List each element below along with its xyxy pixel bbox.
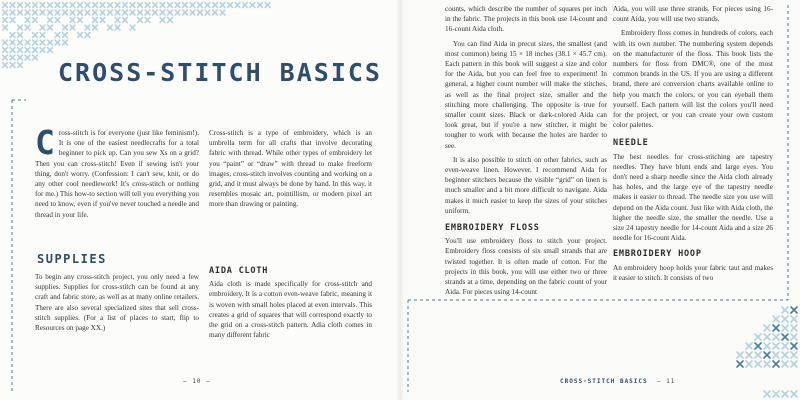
stitch-x [48,3,53,8]
needle-heading: NEEDLE [613,138,649,149]
stitch-x [78,18,83,23]
stitch-x [18,33,23,38]
stitch-x [10,18,15,23]
stitch-x [70,25,75,30]
stitch-x [33,40,38,45]
hoop-heading: EMBROIDERY HOOP [613,249,702,260]
stitch-x [18,63,23,68]
stitch-x [168,10,173,15]
stitch-x [213,3,218,8]
stitch-x [18,40,23,45]
stitch-x [63,25,68,30]
stitch-x [25,18,30,23]
stitch-x [175,10,180,15]
stitch-x [25,10,30,15]
supplies-text [35,272,199,337]
stitch-x [168,18,173,23]
stitch-x [100,18,105,23]
stitch-x [160,10,165,15]
stitch-x [3,25,8,30]
stitch-x [10,48,15,53]
other-fabrics-paragraph: It is also possible to stitch on other fabrics, such as even-weave linen. However, I recommend Aida for beginner stitchers because the visible “grid” on linen is much smaller and a bit more difficult to navigate. Aida makes it much easier to keep the sizes of your stitches uniform. [445,155,607,215]
stitch-x [265,3,270,8]
stitch-x [93,25,98,30]
stitch-x [205,3,210,8]
stitch-x [160,3,165,8]
stitch-x [138,10,143,15]
stitch-x [63,40,68,45]
intro-column-2 [209,128,372,210]
stitch-x [10,3,15,8]
stitch-x [115,3,120,8]
stitch-x [40,3,45,8]
supplies-paragraph: To begin any cross-stitch project, you only need a few supplies. Supplies for cross-stitch can be found at any craft and fabric store, as well as at many online retailers. There are also several specialized sites that sell cross-stitch supplies. (For a list of places to start, flip to Resources on page XX.) [35,273,199,333]
stitch-x [70,10,75,15]
stitch-x [25,25,30,30]
stitch-x [746,352,752,358]
stitch-x [773,325,779,331]
stitch-x [33,10,38,15]
stitch-x [782,352,788,358]
stitch-x [145,18,150,23]
stitch-x [755,352,761,358]
stitch-x [243,3,248,8]
stitch-x [33,33,38,38]
stitch-x [85,10,90,15]
stitch-x [33,48,38,53]
stitch-x [85,33,90,38]
stitch-x [40,25,45,30]
stitch-x [737,352,743,358]
stitch-x [773,334,779,340]
stitch-x [228,3,233,8]
stitch-x [63,10,68,15]
book-gutter [396,0,404,400]
aida-heading: AIDA CLOTH [209,266,269,276]
stitch-x [55,18,60,23]
stitch-x [10,55,15,60]
stitch-x [755,361,761,367]
stitch-x [115,10,120,15]
stitch-x [100,3,105,8]
stitch-x [175,3,180,8]
stitch-x [153,3,158,8]
hoop-paragraph: An embroidery hoop holds your fabric taut and makes it easier to stitch. It consists of two [613,263,773,282]
stitch-x [220,10,225,15]
aida-section [209,262,372,344]
stitch-x [791,343,797,349]
stitch-x [782,391,788,397]
stitch-x [48,18,53,23]
stitch-x [213,10,218,15]
stitch-x [10,40,15,45]
stitch-x [746,361,752,367]
stitch-x [123,10,128,15]
drop-cap: C [35,123,55,162]
stitch-x [737,361,743,367]
stitch-x [108,10,113,15]
stitch-x [183,3,188,8]
stitch-x [25,3,30,8]
stitch-x [18,55,23,60]
stitch-x [3,3,8,8]
stitch-x [33,55,38,60]
stitch-x [764,391,770,397]
stitch-x [123,18,128,23]
page-number-right [560,378,675,385]
stitch-x [10,33,15,38]
stitch-x [40,33,45,38]
stitch-x [93,10,98,15]
stitch-x [235,3,240,8]
stitch-x [791,334,797,340]
stitch-x [108,3,113,8]
stitch-x [48,40,53,45]
stitch-x [40,48,45,53]
stitch-x [3,40,8,45]
stitch-x [3,18,8,23]
stitch-x [10,10,15,15]
stitch-x [18,25,23,30]
stitch-x [773,316,779,322]
stitch-x [33,18,38,23]
stitch-x [782,361,788,367]
intro-text-2: Cross-stitch is a type of embroidery, which is an umbrella term for all crafts that involve decorating fabric with thread. While other types of embroidery let you “paint” or “draw” with thread to make freeform images, cross-stitch involves counting and working on a grid, and it must always be done by hand. In this way, it resembles mosaic art, pointillism, or modern pixel art more than drawing or painting. [209,129,372,209]
stitch-x [764,343,770,349]
stitch-x [198,3,203,8]
floss-heading: EMBROIDERY FLOSS [445,223,540,234]
stitch-x [78,3,83,8]
stitch-x [40,40,45,45]
supplies-heading: SUPPLIES [37,252,107,266]
stitch-x [183,10,188,15]
stitch-x [138,18,143,23]
stitch-x [190,3,195,8]
stitch-x [25,40,30,45]
page-number: — 11 [656,378,676,385]
stitch-x [145,3,150,8]
stitch-x [791,307,797,313]
aida-sizes-paragraph: You can find Aida in precut sizes, the smallest (and most common) being 15 × 18 inches (38.1 × 45.7 cm). Each pattern in this book will suggest a size and color for the Aida, but you can feel free to experiment! In general, a higher count number will make the stitches, as well as the final project size, smaller and the stitching more challenging. The opposite is true for smaller count sizes. Black or dark-colored Aida can look great, but if you're a new stitcher, it might be tougher to work with because the holes are harder to see. [445,39,607,150]
stitch-x [746,343,752,349]
stitch-x [25,55,30,60]
stitch-x [3,55,8,60]
stitch-x [78,10,83,15]
stitch-x [782,343,788,349]
stitch-x [123,3,128,8]
stitch-x [791,391,797,397]
floss-continued-paragraph: Aida, you will use three strands. For pieces using 16-count Aida, you will use two strands. [613,5,773,24]
stitch-x [145,10,150,15]
stitch-x [78,33,83,38]
stitch-x [93,3,98,8]
floss-paragraph: You'll use embroidery floss to stitch your project. Embroidery floss consists of six small strands that are twisted together. It is often made of cotton. For the projects in this book, you will use either two or three strands at a time, depending on the fabric count of your Aida. For pieces using 14-count [445,237,607,297]
stitch-x [40,10,45,15]
stitch-x [220,3,225,8]
stitch-x [108,25,113,30]
stitch-x [250,3,255,8]
intro-text-1: ross-stitch is for everyone (just like feminism!). It is one of the easiest needlecrafts for a total beginner to pick up. Can you sew Xs on a grid? Then you can cross-stitch! Even if sewing isn't your thing, don't worry. (Confession: I can't sew, knit, or do any other cool needlework! It's cross-stitch or nothing for me.) This how-to section will tell you everything you need to know, even if you've never touched a needle and thread in your life. [35,129,199,219]
floss-colors-paragraph: Embroidery floss comes in hundreds of colors, each with its own number. The numbering system depends on the manufacturer of the floss. This book lists the numbers for floss from DMC®, one of the most common brands in the US. If you are using a different brand, there are conversion charts available online to help you match the colors, or you can eyeball them yourself. Each pattern will list the colors you'll need for the project, or you can create your own custom color palettes. [613,29,773,130]
stitch-x [782,316,788,322]
stitch-x [63,3,68,8]
stitch-x [85,3,90,8]
stitch-x [33,3,38,8]
stitch-x [85,25,90,30]
stitch-x [10,63,15,68]
stitch-x [18,3,23,8]
stitch-x [55,10,60,15]
stitch-x [63,33,68,38]
stitch-x [130,3,135,8]
stitch-x [55,33,60,38]
stitch-x [764,352,770,358]
stitch-x [764,361,770,367]
stitch-x [130,25,135,30]
stitch-x [190,10,195,15]
aida-continued-paragraph: counts, which describe the number of squares per inch in the fabric. The projects in this book use 14-count and 16-count Aida cloth. [445,5,607,34]
stitch-x [791,352,797,358]
stitch-x [782,334,788,340]
stitch-x [791,361,797,367]
stitch-x [205,10,210,15]
stitch-x [773,391,779,397]
stitch-x [755,334,761,340]
stitch-x [773,343,779,349]
stitch-x [3,48,8,53]
stitch-x [755,343,761,349]
intro-column-1 [35,123,199,220]
stitch-x [55,40,60,45]
stitch-x [153,10,158,15]
stitch-x [782,307,788,313]
stitch-x [48,10,53,15]
stitch-x [25,48,30,53]
stitch-x [130,10,135,15]
stitch-x [115,18,120,23]
stitch-x [18,48,23,53]
stitch-x [48,25,53,30]
stitch-x [160,18,165,23]
needle-paragraph: The best needles for cross-stitching are tapestry needles. They have blunt ends and large eyes. You don't need a sharp needle since the Aida cloth already has holes, and the large eye of the tapestry needle makes it easier to thread. The needle size you use will depend on the Aida count. Just like with Aida cloth, the higher the needle size, the smaller the needle. Use a size 24 tapestry needle for 14-count Aida and a size 26 needle for 16-count Aida. [613,152,773,243]
stitch-x [168,3,173,8]
stitch-x [70,18,75,23]
right-column-1 [445,4,607,301]
stitch-x [70,3,75,8]
stitch-x [782,325,788,331]
running-head: CROSS-STITCH BASICS [560,378,648,385]
stitch-x [773,352,779,358]
aida-paragraph: Aida cloth is made specifically for cross-stitch and embroidery. It is a cotton even-weave fabric, meaning it is woven with small holes placed at even intervals. This creates a grid of squares that will correspond exactly to the grid on a cross-stitch pattern. Adia cloth comes in many different fabric [209,280,372,340]
stitch-x [55,3,60,8]
right-column-2 [613,4,773,287]
stitch-x [791,325,797,331]
stitch-x [115,25,120,30]
page-title: CROSS-STITCH BASICS [58,58,382,87]
stitch-x [773,361,779,367]
stitch-x [48,48,53,53]
stitch-x [764,325,770,331]
stitch-x [791,316,797,322]
stitch-x [198,10,203,15]
page-number-left: — 10 — [183,378,211,385]
stitch-x [100,10,105,15]
stitch-x [3,10,8,15]
stitch-x [138,3,143,8]
stitch-x [764,334,770,340]
right-page [400,0,800,400]
stitch-x [258,3,263,8]
stitch-x [18,10,23,15]
stitch-x [93,18,98,23]
stitch-x [3,63,8,68]
